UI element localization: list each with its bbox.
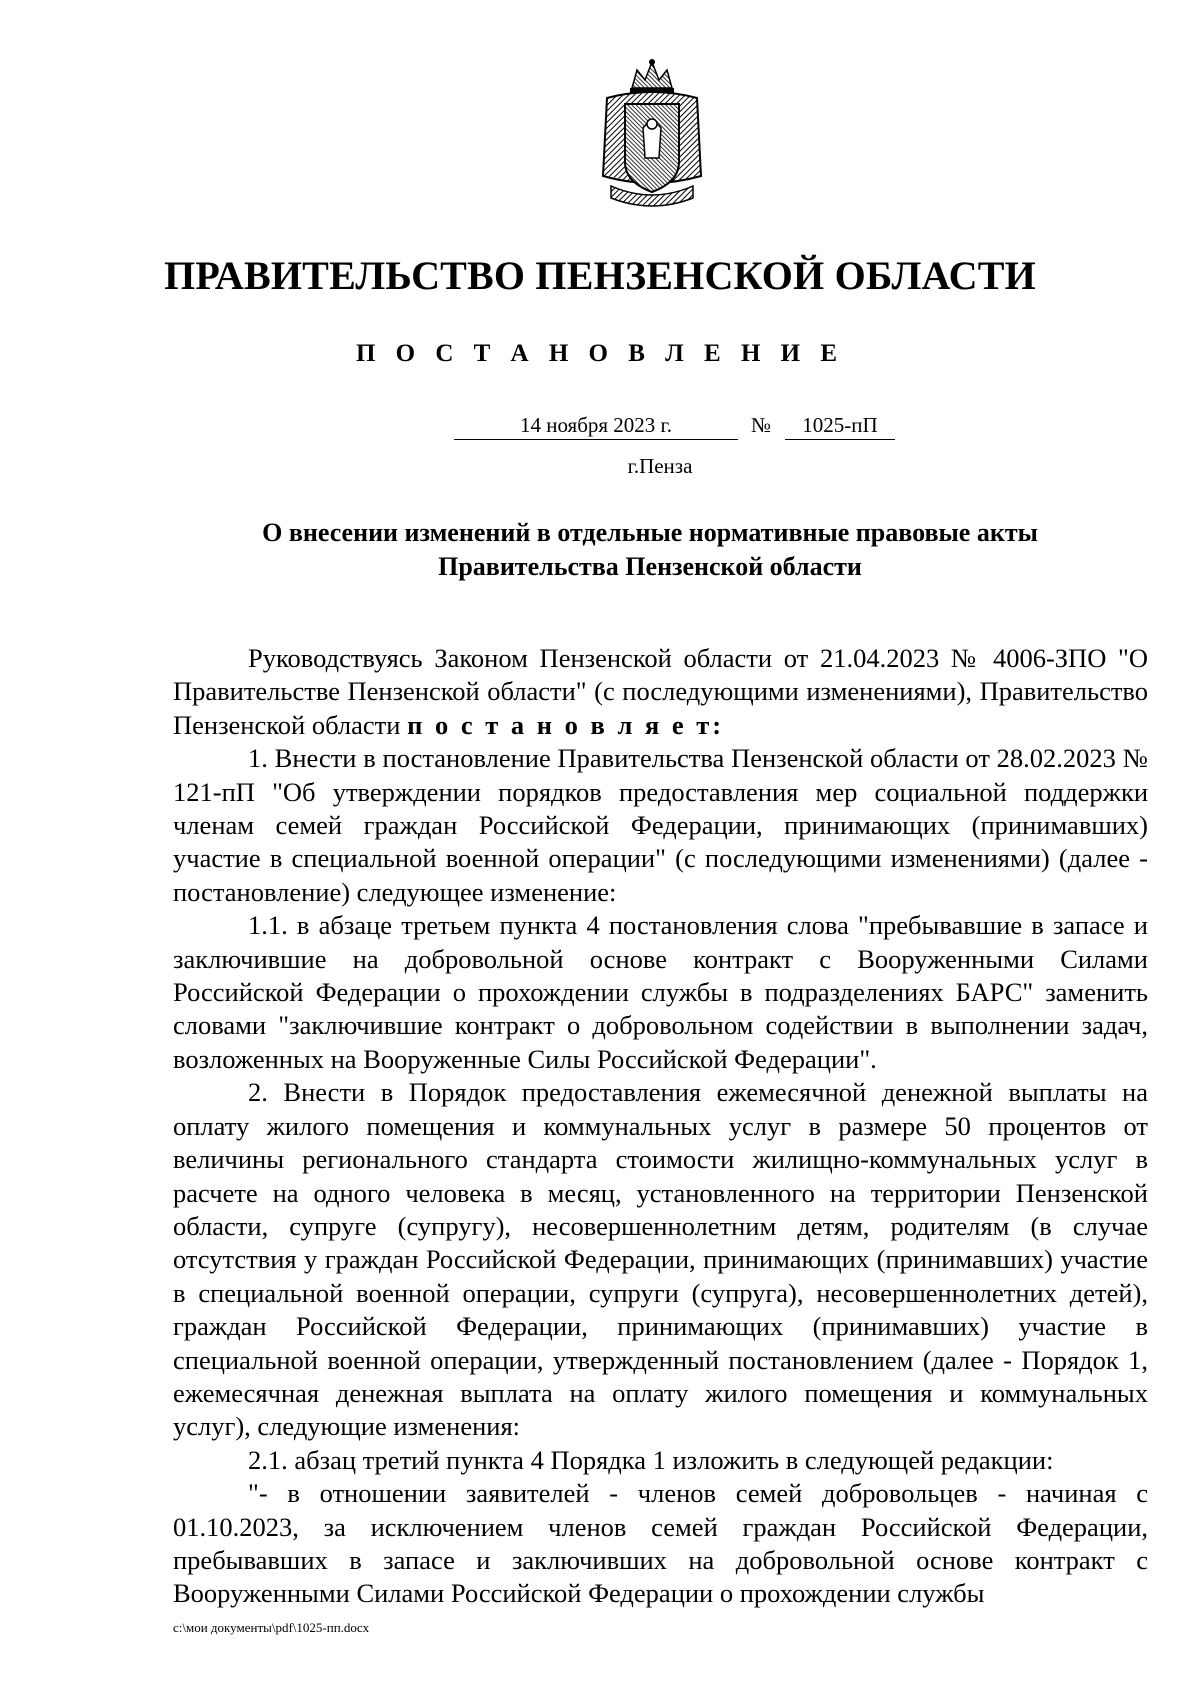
subject-line-2: Правительства Пензенской области [438,552,862,581]
preamble-paragraph [173,642,1148,742]
preamble-verb: п о с т а н о в л я е т: [407,709,725,740]
body-paragraph: "- в отношении заявителей - членов семей добровольцев - начиная с 01.10.2023, за исключением членов семей граждан Российской Федерации, пребывавших в запасе и заключивших на добровольной основе контракт с Вооруженными Силами Российской Федерации о прохождении службы [173,1478,1148,1609]
body-paragraph: 1.1. в абзаце третьем пункта 4 постановления слова "пребывавшие в запасе и заключившие на добровольной основе контракт с Вооруженными Силами Российской Федерации о прохождении службы в подразделениях БАРС" заменить словами "заключившие контракт о добровольном содействии в выполнении задач, возложенных на Вооруженные Силы Российской Федерации". [173,910,1148,1074]
footer-file-path: c:\мои документы\pdf\1025-пп.docx [173,1620,370,1635]
document-subject [180,516,1120,584]
document-city: г.Пенза [627,454,693,478]
government-title: ПРАВИТЕЛЬСТВО ПЕНЗЕНСКОЙ ОБЛАСТИ [164,253,1036,298]
document-body [173,642,1148,1611]
body-paragraph: 2. Внести в Порядок предоставления ежемесячной денежной выплаты на оплату жилого помещения и коммунальных услуг в размере 50 процентов от величины регионального стандарта стоимости жилищно-коммунальных услуг в расчете на одного человека в месяц, установленного на территории Пензенской области, супруге (супругу), несовершеннолетним детям, родителям (в случае отсутствия у граждан Российской Федерации, принимающих (принимавших) участие в специальной военной операции, супруги (супруга), несовершеннолетних детей), граждан Российской Федерации, принимающих (принимавших) участие в специальной военной операции, утвержденный постановлением (далее - Порядок 1, ежемесячная денежная выплата на оплату жилого помещения и коммунальных услуг), следующие изменения: [173,1077,1148,1442]
document-type-heading: П О С Т А Н О В Л Е Н И Е [355,340,845,367]
body-paragraph: 2.1. абзац третий пункта 4 Порядка 1 изложить в следующей редакции: [248,1444,1054,1475]
body-paragraph: 1. Внести в постановление Правительства Пензенской области от 28.02.2023 № 121-пП "Об утверждении порядков предоставления мер социальной поддержки членам семей граждан Российской Федерации, принимающих (принимавших) участие в специальной военной операции" (с последующими изменениями) (далее - постановление) следующее изменение: [173,743,1148,907]
preamble-text: Руководствуясь Законом Пензенской области от 21.04.2023 № 4006-ЗПО "О Правительстве Пензенской области" (с последующими изменениями), Правительство Пензенской области [173,643,1148,740]
document-date: 14 ноября 2023 г. [454,413,738,440]
coat-of-arms-emblem [597,58,707,216]
number-sign: № [751,413,772,437]
subject-line-1: О внесении изменений в отдельные нормативные правовые акты [262,518,1038,547]
document-number: 1025-пП [785,413,895,440]
